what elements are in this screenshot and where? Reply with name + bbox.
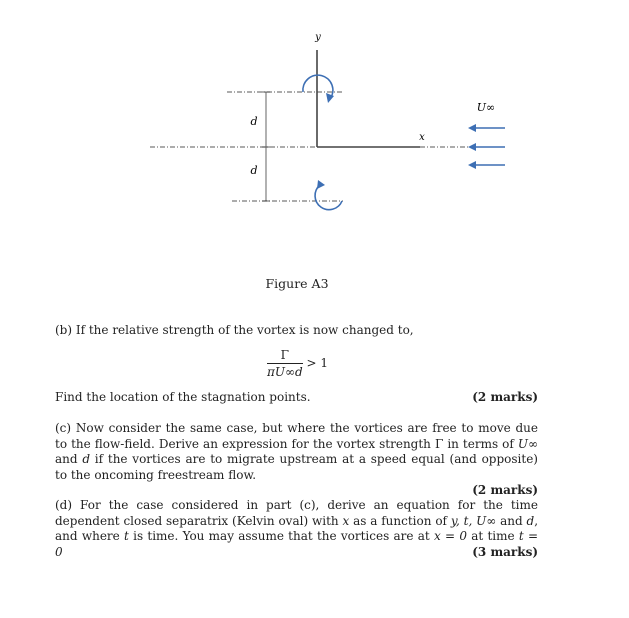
part-b-question	[55, 390, 538, 406]
part-d-condition-t: t = 0	[55, 529, 539, 559]
strength-inequality	[267, 348, 328, 379]
figure-a3	[0, 0, 629, 240]
part-d-text-3: and	[496, 513, 527, 528]
part-b-marks: (2 marks)	[472, 390, 538, 404]
y-axis-label: y	[315, 32, 321, 43]
freestream-label: U∞	[476, 101, 496, 114]
part-b-intro: (b) If the relative strength of the vortex is now changed to,	[55, 323, 414, 337]
part-d-text-6: at time	[466, 529, 519, 543]
part-d-symbol-d: d	[526, 513, 535, 528]
part-d-symbol-list: y, t, U∞	[450, 513, 497, 528]
inequality-sign: > 1	[306, 356, 329, 370]
part-d-text-1: (d) For the case considered in part (c), derive an equation for the time dependent closed separatrix (Kelvin oval) with	[55, 498, 538, 528]
strength-fraction	[267, 348, 303, 379]
fraction-denominator: πU∞d	[267, 365, 303, 379]
figure-caption: Figure A3	[265, 276, 329, 291]
part-d-text-2: as a function of	[349, 513, 451, 528]
part-d-text	[55, 498, 538, 560]
part-d-symbol-t: t	[124, 529, 129, 543]
part-d-marks: (3 marks)	[472, 544, 538, 559]
d-bottom-label: d	[250, 164, 258, 177]
part-d-condition-x: x = 0	[434, 529, 467, 543]
part-d-text-4: , and where	[55, 513, 539, 543]
part-c-text	[55, 421, 538, 499]
part-c-symbol-u: U∞	[517, 436, 538, 451]
fraction-numerator: Γ	[267, 348, 303, 364]
part-c-text-3: if the vortices are to migrate upstream at a speed equal (and opposite) to the oncoming freestream flow.	[55, 452, 538, 482]
part-d-text-5: is time. You may assume that the vortices are at	[128, 529, 434, 543]
d-top-label: d	[250, 115, 258, 128]
part-c-text-1: (c) Now consider the same case, but where the vortices are free to move due to the flow-field. Derive an expression for the vortex strength Γ in terms of	[55, 421, 538, 451]
part-b-question-text: Find the location of the stagnation points.	[55, 390, 311, 404]
part-d-symbol-x: x	[342, 513, 350, 528]
part-c-text-2: and	[55, 452, 83, 466]
bottom-vortex-arrowhead	[317, 180, 325, 189]
part-c-marks: (2 marks)	[472, 483, 538, 497]
x-axis-label: x	[419, 132, 425, 143]
bottom-vortex-arc	[315, 185, 342, 210]
part-c-symbol-d: d	[82, 452, 91, 466]
